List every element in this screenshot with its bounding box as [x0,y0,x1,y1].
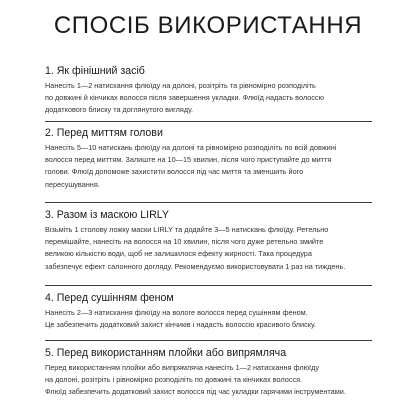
section-before-drying [45,291,372,331]
text-line: пересушування. [45,179,100,189]
text-line: Перед використанням плойки або випрямляча нанесіть 1—2 натискання флюїду [45,363,319,372]
text-line: на долоні, розітріть і рівномірно розподіліть по довжині та кінчиках волосся. [45,375,303,385]
section-heading: 4. Перед сушінням феном [45,292,174,304]
text-line: великою кількістю води, щоб не залишилося ефекту жирності. Така процедура [45,249,312,259]
text-line: Нанесіть 5—10 натискань флюїду на долоні та рівномірно розподіліть по всій довжині [45,143,337,152]
section-before-washing [45,126,372,191]
section-heading: 5. Перед використанням плойки або випрямляча [45,347,287,359]
text-line: по довжині й кінчиках волосся після завершення укладки. Флюїд надасть волоссю [45,93,325,103]
section-heading: 3. Разом із маскою LIRLY [45,209,169,221]
section-before-styling-tools [45,346,372,399]
text-line: Візьміть 1 столову ложку маски LIRLY та додайте 3—5 натискань флюїду. Ретельно [45,225,329,234]
divider [45,340,372,341]
section-text [45,307,372,331]
text-line: Це забезпечить додатковий захист кінчиків і надасть волоссю красивого блиску. [45,320,316,330]
section-text [45,362,372,399]
section-text [45,224,372,273]
divider [45,285,372,286]
text-line: Флюїд забезпечить додатковий захист волосся під час укладки гарячими інструментами. [45,387,346,397]
divider [45,202,372,203]
text-line: додаткового блиску та доглянутого вигляду. [45,105,194,115]
section-text [45,142,372,191]
text-line: перемішайте, нанесіть на волосся на 10 хвилин, після чого дуже ретельно змийте [45,237,324,247]
divider [45,121,372,122]
text-line: волосся перед миттям. Залиште на 10—15 хвилин, після чого приступайте до миття [45,155,332,165]
section-heading: 1. Як фінішний засіб [45,65,145,77]
section-finishing [45,64,372,117]
section-text [45,80,372,117]
text-line: голови. Флюїд допоможе захистити волосся під час миття та зменшить його [45,167,304,177]
text-line: забезпечує ефект салонного догляду. Рекомендуємо використовувати 1 раз на тиждень. [45,261,346,271]
text-line: Нанесіть 1—2 натискання флюїду на долоні, розітріть та рівномірно розподіліть [45,81,316,90]
section-heading: 2. Перед миттям голови [45,127,163,139]
section-with-mask [45,208,372,273]
page-title: СПОСІБ ВИКОРИСТАННЯ [53,12,363,39]
text-line: Нанесіть 2—3 натискання флюїду на вологе волосся перед сушінням феном. [45,308,308,317]
